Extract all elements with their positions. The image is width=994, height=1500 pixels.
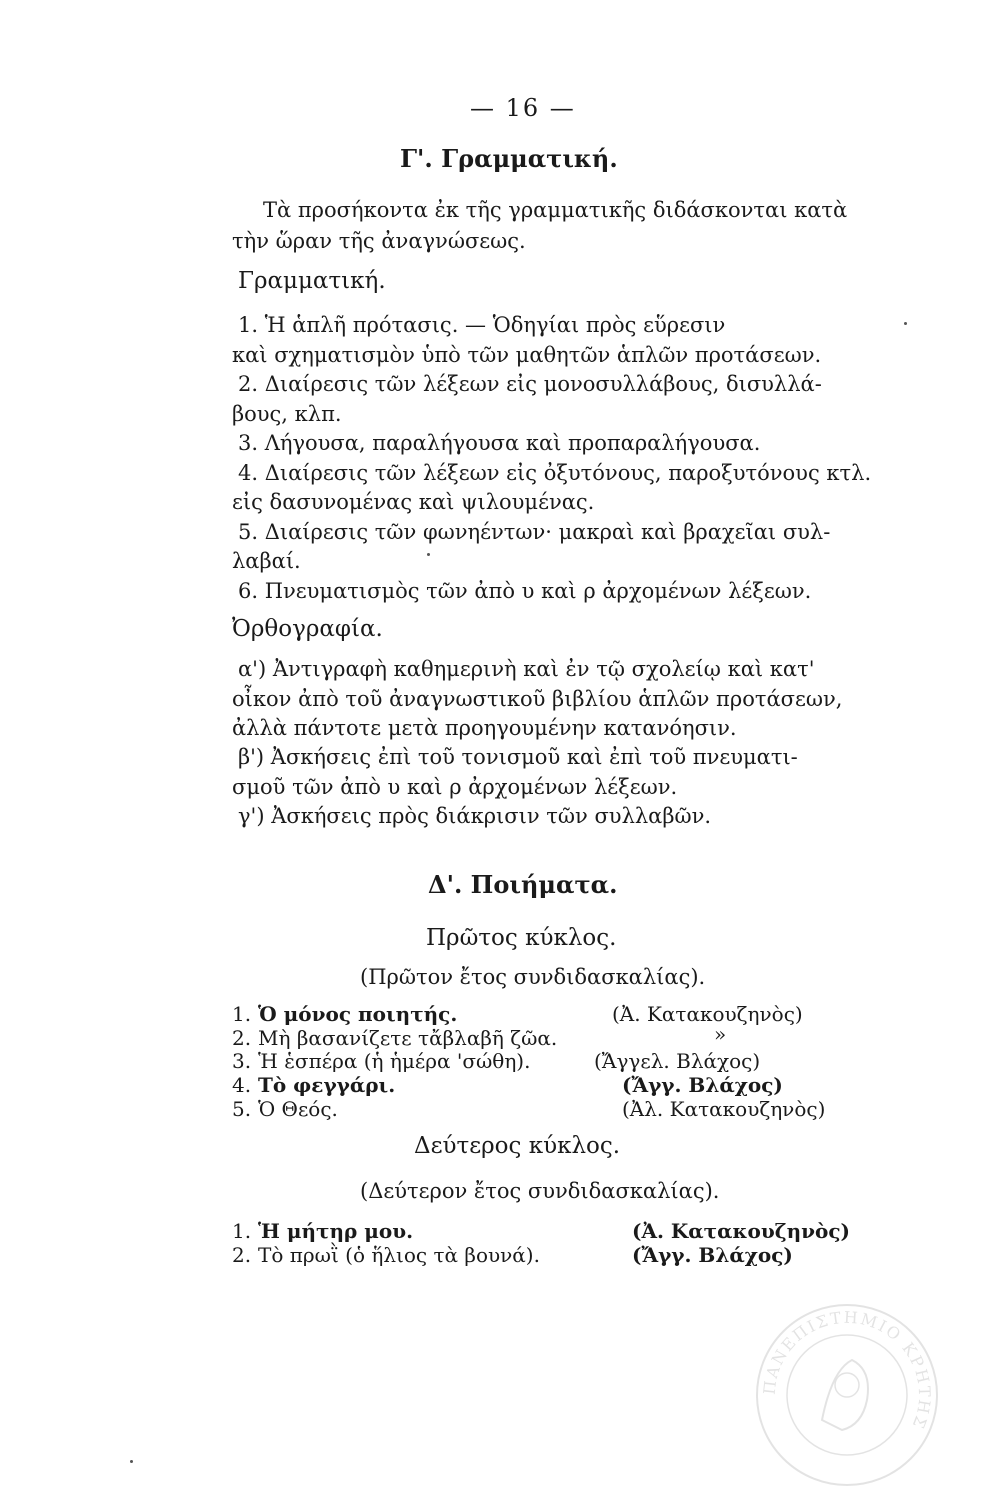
poem-author: (Ἀ. Κατακουζηνὸς) xyxy=(612,1002,803,1026)
intro-line-1: Τὰ προσήκοντα ἐκ τῆς γραμματικῆς διδάσκονται κατὰ xyxy=(263,198,848,222)
poem-entry xyxy=(232,1219,413,1243)
poem-title: Μὴ βασανίζετε τἄβλαβῆ ζῶα. xyxy=(258,1026,558,1050)
poem-entry xyxy=(232,1026,557,1050)
page-number: — 16 — xyxy=(470,94,576,122)
svg-text:ΠΑΝΕΠΙΣΤΗΜΙΟ ΚΡΗΤΗΣ xyxy=(760,1308,935,1433)
section-c-heading: Γ'. Γραμματική. xyxy=(400,144,618,173)
cycle-1-title: Πρῶτος κύκλος. xyxy=(426,925,617,951)
grammar-item-5: 5. Διαίρεσις τῶν φωνηέντων· μακραὶ καὶ βραχεῖαι συλ- xyxy=(238,520,831,544)
grammar-item-4: 4. Διαίρεσις τῶν λέξεων εἰς ὀξυτόνους, παροξυτόνους κτλ. xyxy=(238,461,872,485)
poem-title: Τὸ πρωῒ (ὁ ἥλιος τὰ βουνά). xyxy=(258,1243,540,1267)
grammar-item-1: 1. Ἡ ἁπλῆ πρότασις. — Ὁδηγίαι πρὸς εὕρεσιν xyxy=(238,313,726,337)
orthography-item-a-cont1: οἶκον ἀπὸ τοῦ ἀναγνωστικοῦ βιβλίου ἁπλῶν προτάσεων, xyxy=(232,687,843,711)
grammar-item-2: 2. Διαίρεσις τῶν λέξεων εἰς μονοσυλλάβους, δισυλλά- xyxy=(238,372,822,396)
poem-number: 4. xyxy=(232,1073,252,1097)
poem-title: Ὁ Θεός. xyxy=(258,1097,338,1121)
poem-entry xyxy=(232,1002,457,1026)
poem-number: 1. xyxy=(232,1002,252,1026)
intro-line-2: τὴν ὥραν τῆς ἀναγνώσεως. xyxy=(232,229,526,253)
orthography-item-b-cont: σμοῦ τῶν ἀπὸ υ καὶ ρ ἀρχομένων λέξεων. xyxy=(232,775,678,799)
cycle-2-title: Δεύτερος κύκλος. xyxy=(414,1133,621,1159)
grammar-item-2-cont: βους, κλπ. xyxy=(232,402,342,426)
poem-number: 5. xyxy=(232,1097,252,1121)
scan-speck xyxy=(427,553,430,556)
grammar-item-6: 6. Πνευματισμὸς τῶν ἀπὸ υ καὶ ρ ἀρχομένων λέξεων. xyxy=(238,579,812,603)
scan-speck xyxy=(904,322,907,325)
grammar-subheading: Γραμματική. xyxy=(238,268,386,294)
section-d-heading: Δ'. Ποιήματα. xyxy=(428,870,618,899)
poem-author: (Ἄγγελ. Βλάχος) xyxy=(594,1049,761,1073)
cycle-2-subtitle: (Δεύτερον ἔτος συνδιδασκαλίας). xyxy=(360,1179,720,1203)
orthography-item-a-cont2: ἀλλὰ πάντοτε μετὰ προηγουμένην κατανόησιν. xyxy=(232,716,737,740)
seal-text: ΠΑΝΕΠΙΣΤΗΜΙΟ ΚΡΗΤΗΣ xyxy=(759,1307,935,1433)
poem-entry xyxy=(232,1097,338,1121)
orthography-item-c: γ') Ἀσκήσεις πρὸς διάκρισιν τῶν συλλαβῶν. xyxy=(238,804,712,828)
orthography-item-b: β') Ἀσκήσεις ἐπὶ τοῦ τονισμοῦ καὶ ἐπὶ τοῦ πνευματι- xyxy=(238,745,798,769)
poem-number: 3. xyxy=(232,1049,252,1073)
poem-title: Ἡ μήτηρ μου. xyxy=(258,1219,414,1243)
cycle-1-subtitle: (Πρῶτον ἔτος συνδιδασκαλίας). xyxy=(360,965,706,989)
poem-entry xyxy=(232,1049,530,1073)
poem-title: Ἡ ἑσπέρα (ἡ ἡμέρα 'σώθη). xyxy=(258,1049,531,1073)
university-seal-watermark xyxy=(752,1300,942,1490)
orthography-item-a: α') Ἀντιγραφὴ καθημερινὴ καὶ ἐν τῷ σχολείῳ καὶ κατ' xyxy=(238,657,815,681)
poem-entry xyxy=(232,1073,395,1097)
poem-number: 1. xyxy=(232,1219,252,1243)
poem-number: 2. xyxy=(232,1026,252,1050)
poem-author: (Ἄγγ. Βλάχος) xyxy=(622,1073,783,1097)
poem-number: 2. xyxy=(232,1243,252,1267)
poem-title: Ὁ μόνος ποιητής. xyxy=(258,1002,458,1026)
poem-author: (Ἀλ. Κατακουζηνὸς) xyxy=(622,1097,826,1121)
poem-author: » xyxy=(714,1022,727,1046)
grammar-item-5-cont: λαβαί. xyxy=(232,549,301,573)
poem-author: (Ἄγγ. Βλάχος) xyxy=(632,1243,793,1267)
poem-author: (Ἀ. Κατακουζηνὸς) xyxy=(632,1219,850,1243)
grammar-item-4-cont: εἰς δασυνομένας καὶ ψιλουμένας. xyxy=(232,490,595,514)
scan-speck xyxy=(130,1460,133,1463)
orthography-subheading: Ὀρθογραφία. xyxy=(232,616,383,642)
grammar-item-3: 3. Λήγουσα, παραλήγουσα καὶ προπαραλήγουσα. xyxy=(238,431,761,455)
grammar-item-1-cont: καὶ σχηματισμὸν ὑπὸ τῶν μαθητῶν ἁπλῶν προτάσεων. xyxy=(232,343,822,367)
poem-title: Τὸ φεγγάρι. xyxy=(258,1073,396,1097)
poem-entry xyxy=(232,1243,540,1267)
